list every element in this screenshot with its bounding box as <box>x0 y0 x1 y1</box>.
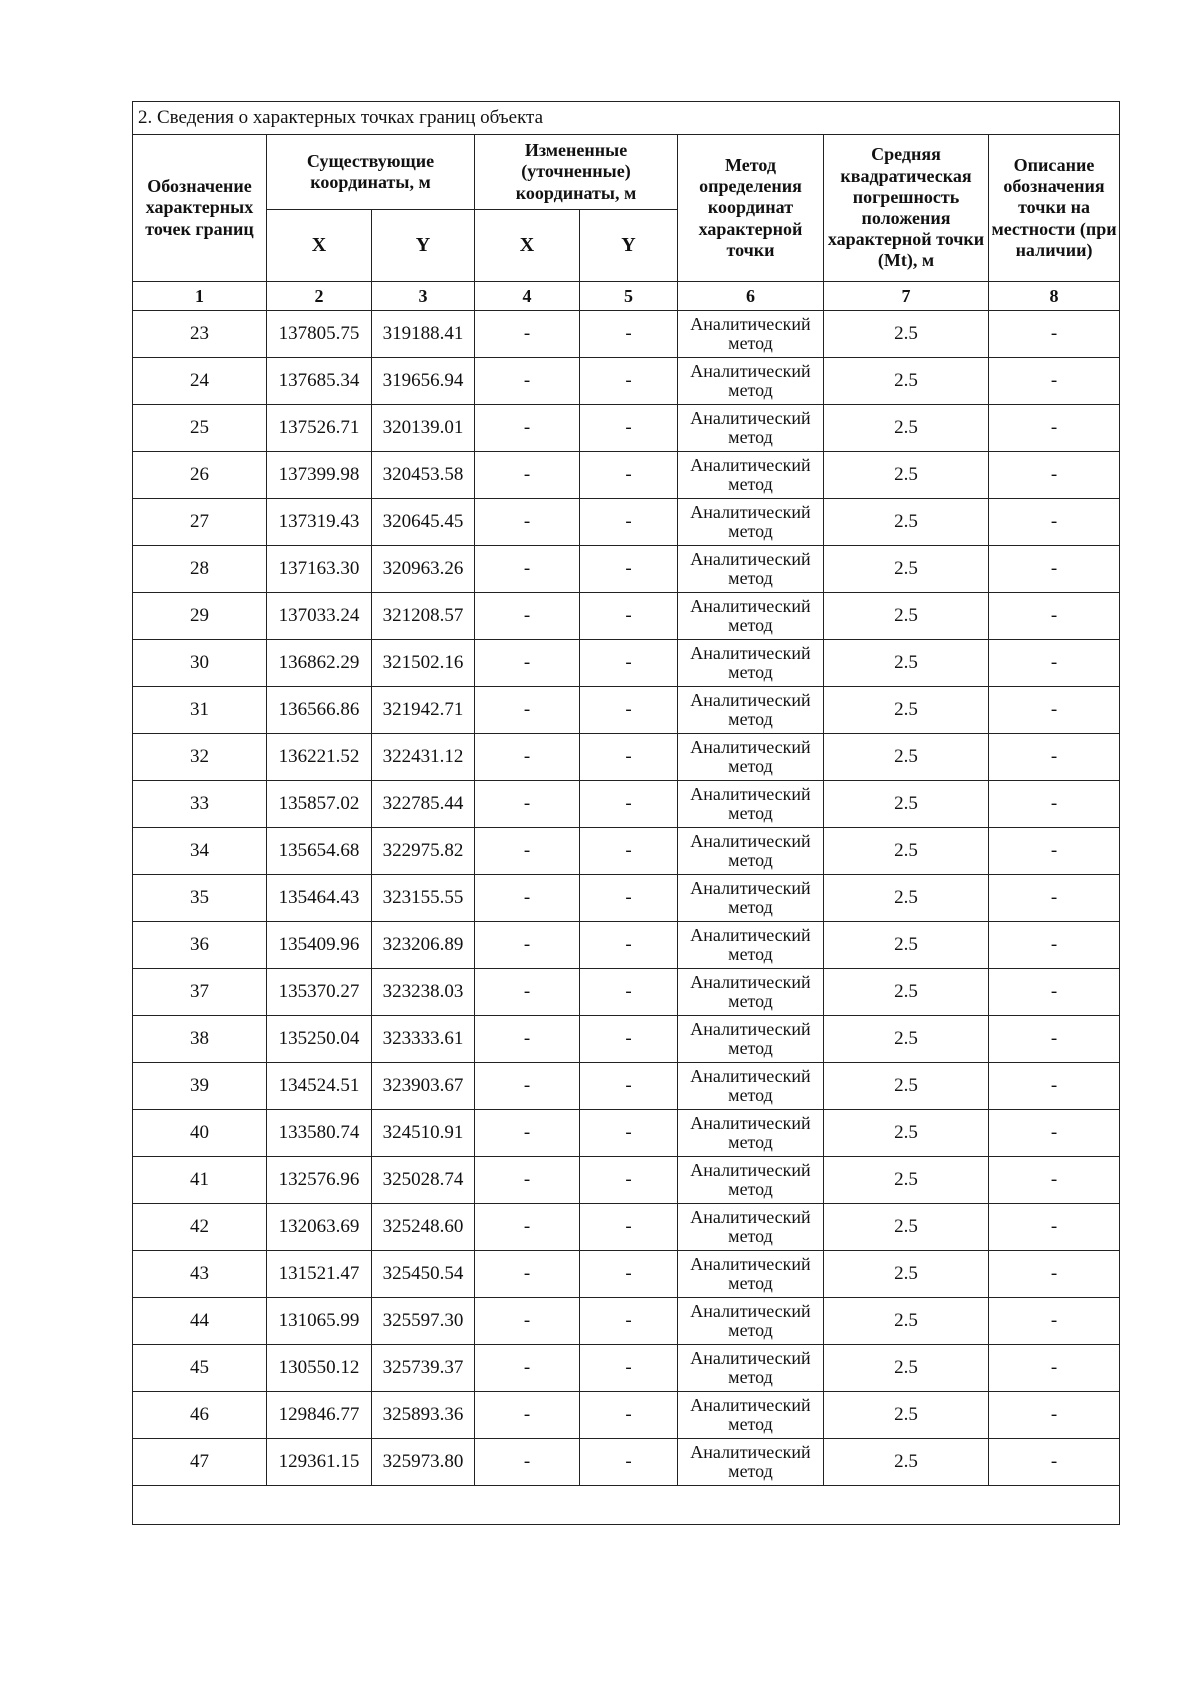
changed-x-cell: - <box>475 405 580 452</box>
changed-y-cell: - <box>580 1251 678 1298</box>
method-cell: Аналитический метод <box>678 734 824 781</box>
changed-y-cell: - <box>580 828 678 875</box>
column-number: 3 <box>372 282 475 311</box>
table-row <box>133 1345 1120 1392</box>
changed-y-cell: - <box>580 1392 678 1439</box>
method-cell: Аналитический метод <box>678 452 824 499</box>
changed-y-cell: - <box>580 499 678 546</box>
description-cell: - <box>989 1298 1120 1345</box>
column-number: 2 <box>267 282 372 311</box>
mean-error-cell: 2.5 <box>824 358 989 405</box>
changed-x-cell: - <box>475 1345 580 1392</box>
existing-x-cell: 135370.27 <box>267 969 372 1016</box>
existing-x-cell: 137526.71 <box>267 405 372 452</box>
table-row <box>133 1110 1120 1157</box>
table-row <box>133 969 1120 1016</box>
method-cell: Аналитический метод <box>678 969 824 1016</box>
existing-x-cell: 131065.99 <box>267 1298 372 1345</box>
changed-y-cell: - <box>580 640 678 687</box>
changed-y-cell: - <box>580 405 678 452</box>
changed-x-cell: - <box>475 875 580 922</box>
changed-x-cell: - <box>475 1392 580 1439</box>
table-row <box>133 1251 1120 1298</box>
existing-x-cell: 136221.52 <box>267 734 372 781</box>
description-cell: - <box>989 499 1120 546</box>
existing-y-cell: 323333.61 <box>372 1016 475 1063</box>
description-cell: - <box>989 734 1120 781</box>
description-cell: - <box>989 1063 1120 1110</box>
existing-y-cell: 325893.36 <box>372 1392 475 1439</box>
header-designation: Обозначение характерных точек границ <box>133 135 267 282</box>
existing-x-cell: 129846.77 <box>267 1392 372 1439</box>
point-number-cell: 38 <box>133 1016 267 1063</box>
mean-error-cell: 2.5 <box>824 687 989 734</box>
existing-x-cell: 137685.34 <box>267 358 372 405</box>
column-number: 1 <box>133 282 267 311</box>
changed-y-cell: - <box>580 969 678 1016</box>
changed-x-cell: - <box>475 734 580 781</box>
mean-error-cell: 2.5 <box>824 1063 989 1110</box>
boundary-points-table <box>132 101 1120 1525</box>
description-cell: - <box>989 922 1120 969</box>
existing-x-cell: 135409.96 <box>267 922 372 969</box>
description-cell: - <box>989 781 1120 828</box>
changed-y-cell: - <box>580 1016 678 1063</box>
column-number: 8 <box>989 282 1120 311</box>
method-cell: Аналитический метод <box>678 1063 824 1110</box>
method-cell: Аналитический метод <box>678 1251 824 1298</box>
table-row <box>133 640 1120 687</box>
description-cell: - <box>989 1439 1120 1486</box>
mean-error-cell: 2.5 <box>824 1016 989 1063</box>
existing-y-cell: 321942.71 <box>372 687 475 734</box>
method-cell: Аналитический метод <box>678 1157 824 1204</box>
existing-y-cell: 323903.67 <box>372 1063 475 1110</box>
changed-y-cell: - <box>580 452 678 499</box>
changed-x-cell: - <box>475 828 580 875</box>
existing-y-cell: 323238.03 <box>372 969 475 1016</box>
changed-y-cell: - <box>580 546 678 593</box>
mean-error-cell: 2.5 <box>824 1110 989 1157</box>
description-cell: - <box>989 969 1120 1016</box>
existing-y-cell: 322431.12 <box>372 734 475 781</box>
existing-y-cell: 325597.30 <box>372 1298 475 1345</box>
point-number-cell: 34 <box>133 828 267 875</box>
method-cell: Аналитический метод <box>678 1204 824 1251</box>
method-cell: Аналитический метод <box>678 499 824 546</box>
existing-y-cell: 319188.41 <box>372 311 475 358</box>
table-row <box>133 875 1120 922</box>
mean-error-cell: 2.5 <box>824 1298 989 1345</box>
header-mean-error: Средняя квадратическая погрешность положения характерной точки (Mt), м <box>824 135 989 282</box>
description-cell: - <box>989 1016 1120 1063</box>
changed-y-cell: - <box>580 1298 678 1345</box>
mean-error-cell: 2.5 <box>824 875 989 922</box>
mean-error-cell: 2.5 <box>824 922 989 969</box>
method-cell: Аналитический метод <box>678 1110 824 1157</box>
description-cell: - <box>989 1392 1120 1439</box>
table-row <box>133 546 1120 593</box>
method-cell: Аналитический метод <box>678 828 824 875</box>
point-number-cell: 44 <box>133 1298 267 1345</box>
header-method: Метод определения координат характерной точки <box>678 135 824 282</box>
column-number: 7 <box>824 282 989 311</box>
method-cell: Аналитический метод <box>678 1439 824 1486</box>
changed-x-cell: - <box>475 1110 580 1157</box>
changed-x-cell: - <box>475 781 580 828</box>
changed-y-cell: - <box>580 1345 678 1392</box>
description-cell: - <box>989 1157 1120 1204</box>
description-cell: - <box>989 1110 1120 1157</box>
method-cell: Аналитический метод <box>678 781 824 828</box>
existing-x-cell: 132063.69 <box>267 1204 372 1251</box>
method-cell: Аналитический метод <box>678 311 824 358</box>
mean-error-cell: 2.5 <box>824 1345 989 1392</box>
existing-x-cell: 137033.24 <box>267 593 372 640</box>
description-cell: - <box>989 546 1120 593</box>
point-number-cell: 24 <box>133 358 267 405</box>
changed-x-cell: - <box>475 1016 580 1063</box>
changed-y-cell: - <box>580 1110 678 1157</box>
header-existing-coordinates: Существующие координаты, м <box>267 135 475 210</box>
mean-error-cell: 2.5 <box>824 828 989 875</box>
mean-error-cell: 2.5 <box>824 969 989 1016</box>
mean-error-cell: 2.5 <box>824 734 989 781</box>
changed-x-cell: - <box>475 1251 580 1298</box>
column-number: 6 <box>678 282 824 311</box>
existing-y-cell: 325450.54 <box>372 1251 475 1298</box>
existing-y-cell: 321208.57 <box>372 593 475 640</box>
changed-x-cell: - <box>475 1439 580 1486</box>
changed-y-cell: - <box>580 1157 678 1204</box>
changed-y-cell: - <box>580 1063 678 1110</box>
existing-x-cell: 136566.86 <box>267 687 372 734</box>
mean-error-cell: 2.5 <box>824 1392 989 1439</box>
table-row <box>133 593 1120 640</box>
table-row <box>133 781 1120 828</box>
description-cell: - <box>989 875 1120 922</box>
point-number-cell: 45 <box>133 1345 267 1392</box>
existing-x-cell: 137399.98 <box>267 452 372 499</box>
existing-x-cell: 134524.51 <box>267 1063 372 1110</box>
existing-y-cell: 320645.45 <box>372 499 475 546</box>
method-cell: Аналитический метод <box>678 593 824 640</box>
changed-x-cell: - <box>475 452 580 499</box>
existing-y-cell: 321502.16 <box>372 640 475 687</box>
table-row <box>133 1157 1120 1204</box>
table-row <box>133 828 1120 875</box>
point-number-cell: 23 <box>133 311 267 358</box>
table-row <box>133 922 1120 969</box>
changed-x-cell: - <box>475 640 580 687</box>
existing-x-cell: 133580.74 <box>267 1110 372 1157</box>
point-number-cell: 36 <box>133 922 267 969</box>
column-number: 4 <box>475 282 580 311</box>
point-number-cell: 41 <box>133 1157 267 1204</box>
table-row <box>133 358 1120 405</box>
table-row <box>133 499 1120 546</box>
table-row <box>133 311 1120 358</box>
existing-y-cell: 319656.94 <box>372 358 475 405</box>
description-cell: - <box>989 828 1120 875</box>
changed-y-cell: - <box>580 781 678 828</box>
point-number-cell: 47 <box>133 1439 267 1486</box>
table-row <box>133 1016 1120 1063</box>
changed-x-cell: - <box>475 687 580 734</box>
changed-y-cell: - <box>580 734 678 781</box>
existing-x-cell: 132576.96 <box>267 1157 372 1204</box>
changed-x-cell: - <box>475 1298 580 1345</box>
changed-x-cell: - <box>475 311 580 358</box>
table-row <box>133 1204 1120 1251</box>
method-cell: Аналитический метод <box>678 922 824 969</box>
point-number-cell: 37 <box>133 969 267 1016</box>
description-cell: - <box>989 593 1120 640</box>
existing-y-cell: 325739.37 <box>372 1345 475 1392</box>
description-cell: - <box>989 687 1120 734</box>
changed-x-cell: - <box>475 1063 580 1110</box>
mean-error-cell: 2.5 <box>824 311 989 358</box>
table-row <box>133 1392 1120 1439</box>
existing-x-cell: 137163.30 <box>267 546 372 593</box>
mean-error-cell: 2.5 <box>824 781 989 828</box>
existing-x-cell: 135654.68 <box>267 828 372 875</box>
header-changed-y: Y <box>580 210 678 282</box>
changed-x-cell: - <box>475 593 580 640</box>
method-cell: Аналитический метод <box>678 1016 824 1063</box>
header-changed-coordinates: Измененные (уточненные) координаты, м <box>475 135 678 210</box>
existing-x-cell: 137319.43 <box>267 499 372 546</box>
mean-error-cell: 2.5 <box>824 499 989 546</box>
point-number-cell: 43 <box>133 1251 267 1298</box>
existing-y-cell: 320139.01 <box>372 405 475 452</box>
mean-error-cell: 2.5 <box>824 1157 989 1204</box>
table-caption: 2. Сведения о характерных точках границ объекта <box>133 102 1120 135</box>
existing-y-cell: 325248.60 <box>372 1204 475 1251</box>
changed-y-cell: - <box>580 311 678 358</box>
point-number-cell: 25 <box>133 405 267 452</box>
existing-x-cell: 130550.12 <box>267 1345 372 1392</box>
table-row <box>133 734 1120 781</box>
method-cell: Аналитический метод <box>678 1298 824 1345</box>
method-cell: Аналитический метод <box>678 640 824 687</box>
existing-y-cell: 320453.58 <box>372 452 475 499</box>
table-row <box>133 1063 1120 1110</box>
existing-x-cell: 135464.43 <box>267 875 372 922</box>
table-row <box>133 1439 1120 1486</box>
changed-y-cell: - <box>580 922 678 969</box>
point-number-cell: 33 <box>133 781 267 828</box>
header-existing-x: X <box>267 210 372 282</box>
mean-error-cell: 2.5 <box>824 1204 989 1251</box>
existing-y-cell: 325028.74 <box>372 1157 475 1204</box>
existing-x-cell: 129361.15 <box>267 1439 372 1486</box>
changed-x-cell: - <box>475 499 580 546</box>
header-description: Описание обозначения точки на местности (при наличии) <box>989 135 1120 282</box>
point-number-cell: 26 <box>133 452 267 499</box>
point-number-cell: 46 <box>133 1392 267 1439</box>
description-cell: - <box>989 1345 1120 1392</box>
changed-y-cell: - <box>580 687 678 734</box>
method-cell: Аналитический метод <box>678 405 824 452</box>
existing-y-cell: 320963.26 <box>372 546 475 593</box>
changed-y-cell: - <box>580 1204 678 1251</box>
column-numbers-row <box>133 282 1120 311</box>
changed-y-cell: - <box>580 875 678 922</box>
point-number-cell: 29 <box>133 593 267 640</box>
description-cell: - <box>989 1204 1120 1251</box>
header-existing-y: Y <box>372 210 475 282</box>
description-cell: - <box>989 640 1120 687</box>
description-cell: - <box>989 311 1120 358</box>
point-number-cell: 31 <box>133 687 267 734</box>
point-number-cell: 42 <box>133 1204 267 1251</box>
column-number: 5 <box>580 282 678 311</box>
method-cell: Аналитический метод <box>678 358 824 405</box>
method-cell: Аналитический метод <box>678 1392 824 1439</box>
changed-y-cell: - <box>580 358 678 405</box>
method-cell: Аналитический метод <box>678 1345 824 1392</box>
changed-x-cell: - <box>475 546 580 593</box>
method-cell: Аналитический метод <box>678 546 824 593</box>
changed-x-cell: - <box>475 358 580 405</box>
existing-x-cell: 135250.04 <box>267 1016 372 1063</box>
existing-x-cell: 137805.75 <box>267 311 372 358</box>
existing-x-cell: 135857.02 <box>267 781 372 828</box>
existing-y-cell: 322785.44 <box>372 781 475 828</box>
table-row <box>133 405 1120 452</box>
mean-error-cell: 2.5 <box>824 452 989 499</box>
changed-y-cell: - <box>580 593 678 640</box>
point-number-cell: 27 <box>133 499 267 546</box>
mean-error-cell: 2.5 <box>824 1439 989 1486</box>
mean-error-cell: 2.5 <box>824 1251 989 1298</box>
document-page <box>132 101 1119 1525</box>
method-cell: Аналитический метод <box>678 875 824 922</box>
existing-y-cell: 322975.82 <box>372 828 475 875</box>
existing-x-cell: 136862.29 <box>267 640 372 687</box>
header-changed-x: X <box>475 210 580 282</box>
table-empty-footer-row <box>133 1486 1120 1525</box>
point-number-cell: 30 <box>133 640 267 687</box>
existing-y-cell: 323206.89 <box>372 922 475 969</box>
point-number-cell: 35 <box>133 875 267 922</box>
table-row <box>133 1298 1120 1345</box>
changed-x-cell: - <box>475 922 580 969</box>
description-cell: - <box>989 1251 1120 1298</box>
changed-x-cell: - <box>475 1157 580 1204</box>
existing-y-cell: 324510.91 <box>372 1110 475 1157</box>
existing-y-cell: 325973.80 <box>372 1439 475 1486</box>
table-row <box>133 452 1120 499</box>
point-number-cell: 28 <box>133 546 267 593</box>
mean-error-cell: 2.5 <box>824 593 989 640</box>
point-number-cell: 39 <box>133 1063 267 1110</box>
mean-error-cell: 2.5 <box>824 546 989 593</box>
existing-x-cell: 131521.47 <box>267 1251 372 1298</box>
changed-y-cell: - <box>580 1439 678 1486</box>
description-cell: - <box>989 358 1120 405</box>
mean-error-cell: 2.5 <box>824 640 989 687</box>
description-cell: - <box>989 452 1120 499</box>
changed-x-cell: - <box>475 969 580 1016</box>
point-number-cell: 32 <box>133 734 267 781</box>
table-row <box>133 687 1120 734</box>
mean-error-cell: 2.5 <box>824 405 989 452</box>
description-cell: - <box>989 405 1120 452</box>
existing-y-cell: 323155.55 <box>372 875 475 922</box>
method-cell: Аналитический метод <box>678 687 824 734</box>
changed-x-cell: - <box>475 1204 580 1251</box>
point-number-cell: 40 <box>133 1110 267 1157</box>
